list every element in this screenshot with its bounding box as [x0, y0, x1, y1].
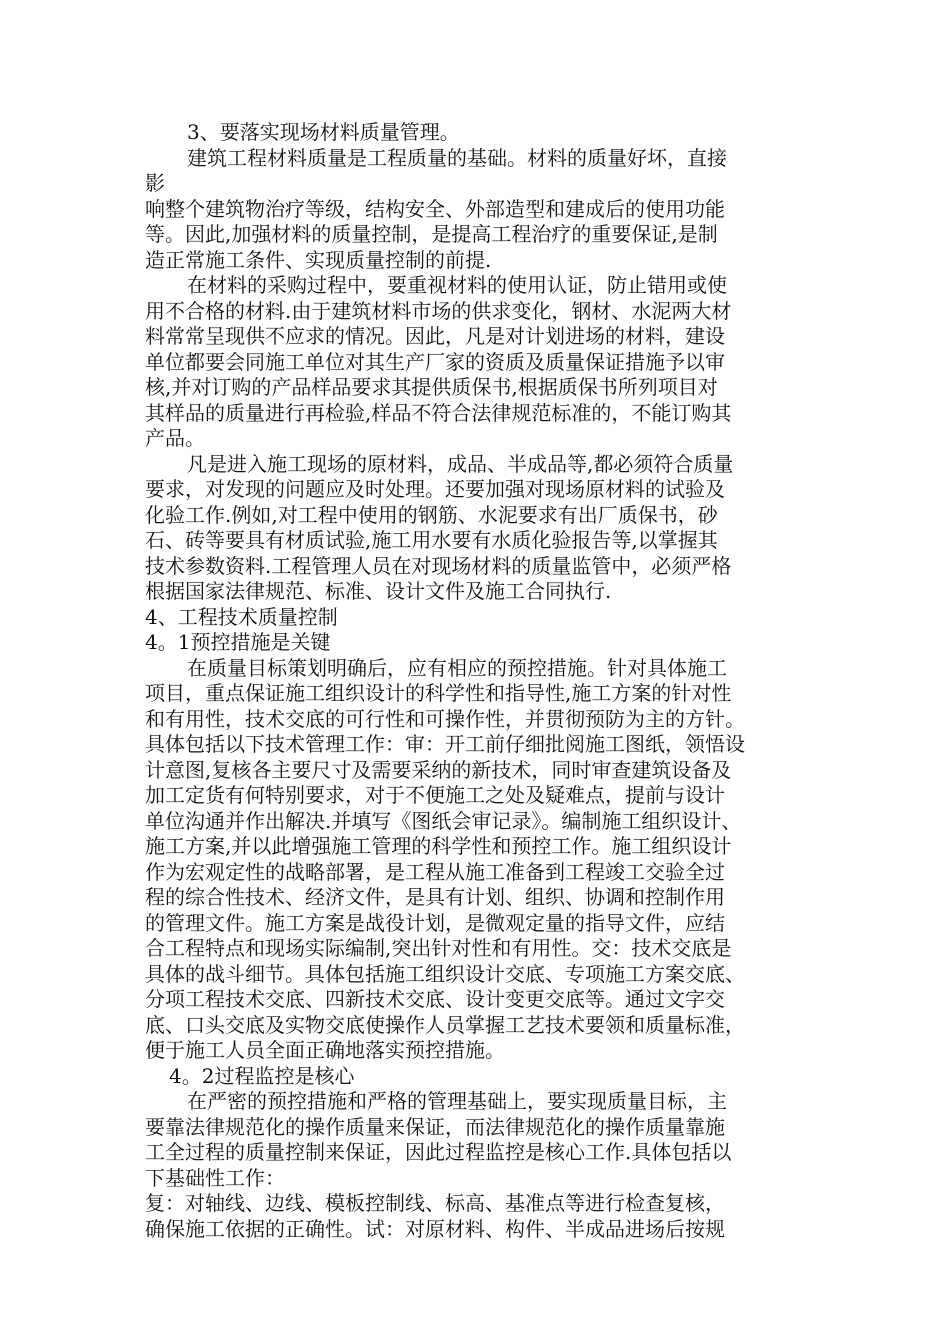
- text-line: 计意图,复核各主要尺寸及需要采纳的新技术，同时审查建筑设备及: [145, 757, 732, 782]
- text-line: 在材料的采购过程中，要重视材料的使用认证，防止错用或使: [187, 273, 727, 297]
- text-line: 作为宏观定性的战略部署，是工程从施工准备到工程竣工交验全过: [145, 859, 725, 884]
- text-line: 分项工程技术交底、四新技术交底、设计变更交底等。通过文字交: [145, 987, 725, 1011]
- text-line: 根据国家法律规范、标准、设计文件及施工合同执行.: [145, 579, 612, 603]
- text-line: 施工方案,并以此增强施工管理的科学性和预控工作。施工组织设计: [145, 834, 732, 858]
- text-line: 加工定货有何特别要求，对于不便施工之处及疑难点，提前与设计: [145, 783, 725, 807]
- text-line: 产品。: [145, 426, 205, 450]
- text-line: 的管理文件。施工方案是战役计划，是微观定量的指导文件，应结: [145, 910, 725, 935]
- text-line: 复：对轴线、边线、模板控制线、标高、基准点等进行检查复核，: [145, 1191, 725, 1215]
- text-line: 凡是进入施工现场的原材料，成品、半成品等,都必须符合质量: [187, 451, 734, 476]
- text-line: 确保施工依据的正确性。试：对原材料、构件、半成品进场后按规: [145, 1216, 725, 1241]
- text-line: 造正常施工条件、实现质量控制的前提.: [145, 247, 492, 272]
- text-line: 核,并对订购的产品样品要求其提供质保书,根据质保书所列项目对: [145, 375, 718, 399]
- text-line: 响整个建筑物治疗等级，结构安全、外部造型和建成后的使用功能: [145, 196, 725, 221]
- document-body: [145, 120, 815, 1242]
- text-line: 具体的战斗细节。具体包括施工组织设计交底、专项施工方案交底、: [145, 961, 745, 986]
- text-line: 具体包括以下技术管理工作：审：开工前仔细批阅施工图纸，领悟设: [145, 732, 745, 756]
- text-line: 建筑工程材料质量是工程质量的基础。材料的质量好坏，直接: [187, 145, 727, 170]
- text-line: 技术参数资料.工程管理人员在对现场材料的质量监管中，必须严格: [145, 553, 732, 578]
- text-line: 其样品的质量进行再检验,样品不符合法律规范标准的，不能订购其: [145, 400, 732, 425]
- text-line: 料常常呈现供不应求的情况。因此，凡是对计划进场的材料，建设: [145, 324, 725, 348]
- text-line: 下基础性工作：: [145, 1165, 285, 1190]
- text-line: 4、工程技术质量控制: [145, 604, 338, 629]
- text-line: 和有用性，技术交底的可行性和可操作性，并贯彻预防为主的方针。: [145, 706, 745, 731]
- text-line: 4。1预控措施是关键: [145, 630, 331, 654]
- text-line: 要求，对发现的问题应及时处理。还要加强对现场原材料的试验及: [145, 477, 725, 501]
- text-line: 单位都要会同施工单位对其生产厂家的资质及质量保证措施予以审: [145, 349, 725, 374]
- text-line: 石、砖等要具有材质试验,施工用水要有水质化验报告等,以掌握其: [145, 528, 718, 552]
- text-line: 3、要落实现场材料质量管理。: [187, 120, 460, 144]
- text-line: 合工程特点和现场实际编制,突出针对性和有用性。交：技术交底是: [145, 936, 732, 960]
- text-line: 要靠法律规范化的操作质量来保证，而法律规范化的操作质量靠施: [145, 1114, 725, 1139]
- text-line: 项目，重点保证施工组织设计的科学性和指导性,施工方案的针对性: [145, 681, 732, 705]
- text-line: 用不合格的材料.由于建筑材料市场的供求变化，钢材、水泥两大材: [145, 298, 732, 323]
- text-line: 便于施工人员全面正确地落实预控措施。: [145, 1038, 505, 1062]
- text-line: 化验工作.例如,对工程中使用的钢筋、水泥要求有出厂质保书，砂: [145, 502, 718, 527]
- text-line: 底、口头交底及实物交底使操作人员掌握工艺技术要领和质量标准，: [145, 1012, 745, 1037]
- text-line: 在质量目标策划明确后，应有相应的预控措施。针对具体施工: [187, 655, 727, 680]
- text-line: 在严密的预控措施和严格的管理基础上，要实现质量目标，主: [187, 1089, 727, 1113]
- text-line: 单位沟通并作出解决.并填写《图纸会审记录》。编制施工组织设计、: [145, 808, 742, 833]
- text-line: 程的综合性技术、经济文件，是具有计划、组织、协调和控制作用: [145, 885, 725, 909]
- text-line: 影: [145, 171, 165, 195]
- text-line: 4。2过程监控是核心: [169, 1063, 355, 1088]
- text-line: 工全过程的质量控制来保证，因此过程监控是核心工作.具体包括以: [145, 1140, 732, 1164]
- text-line: 等。因此,加强材料的质量控制，是提高工程治疗的重要保证,是制: [145, 222, 718, 246]
